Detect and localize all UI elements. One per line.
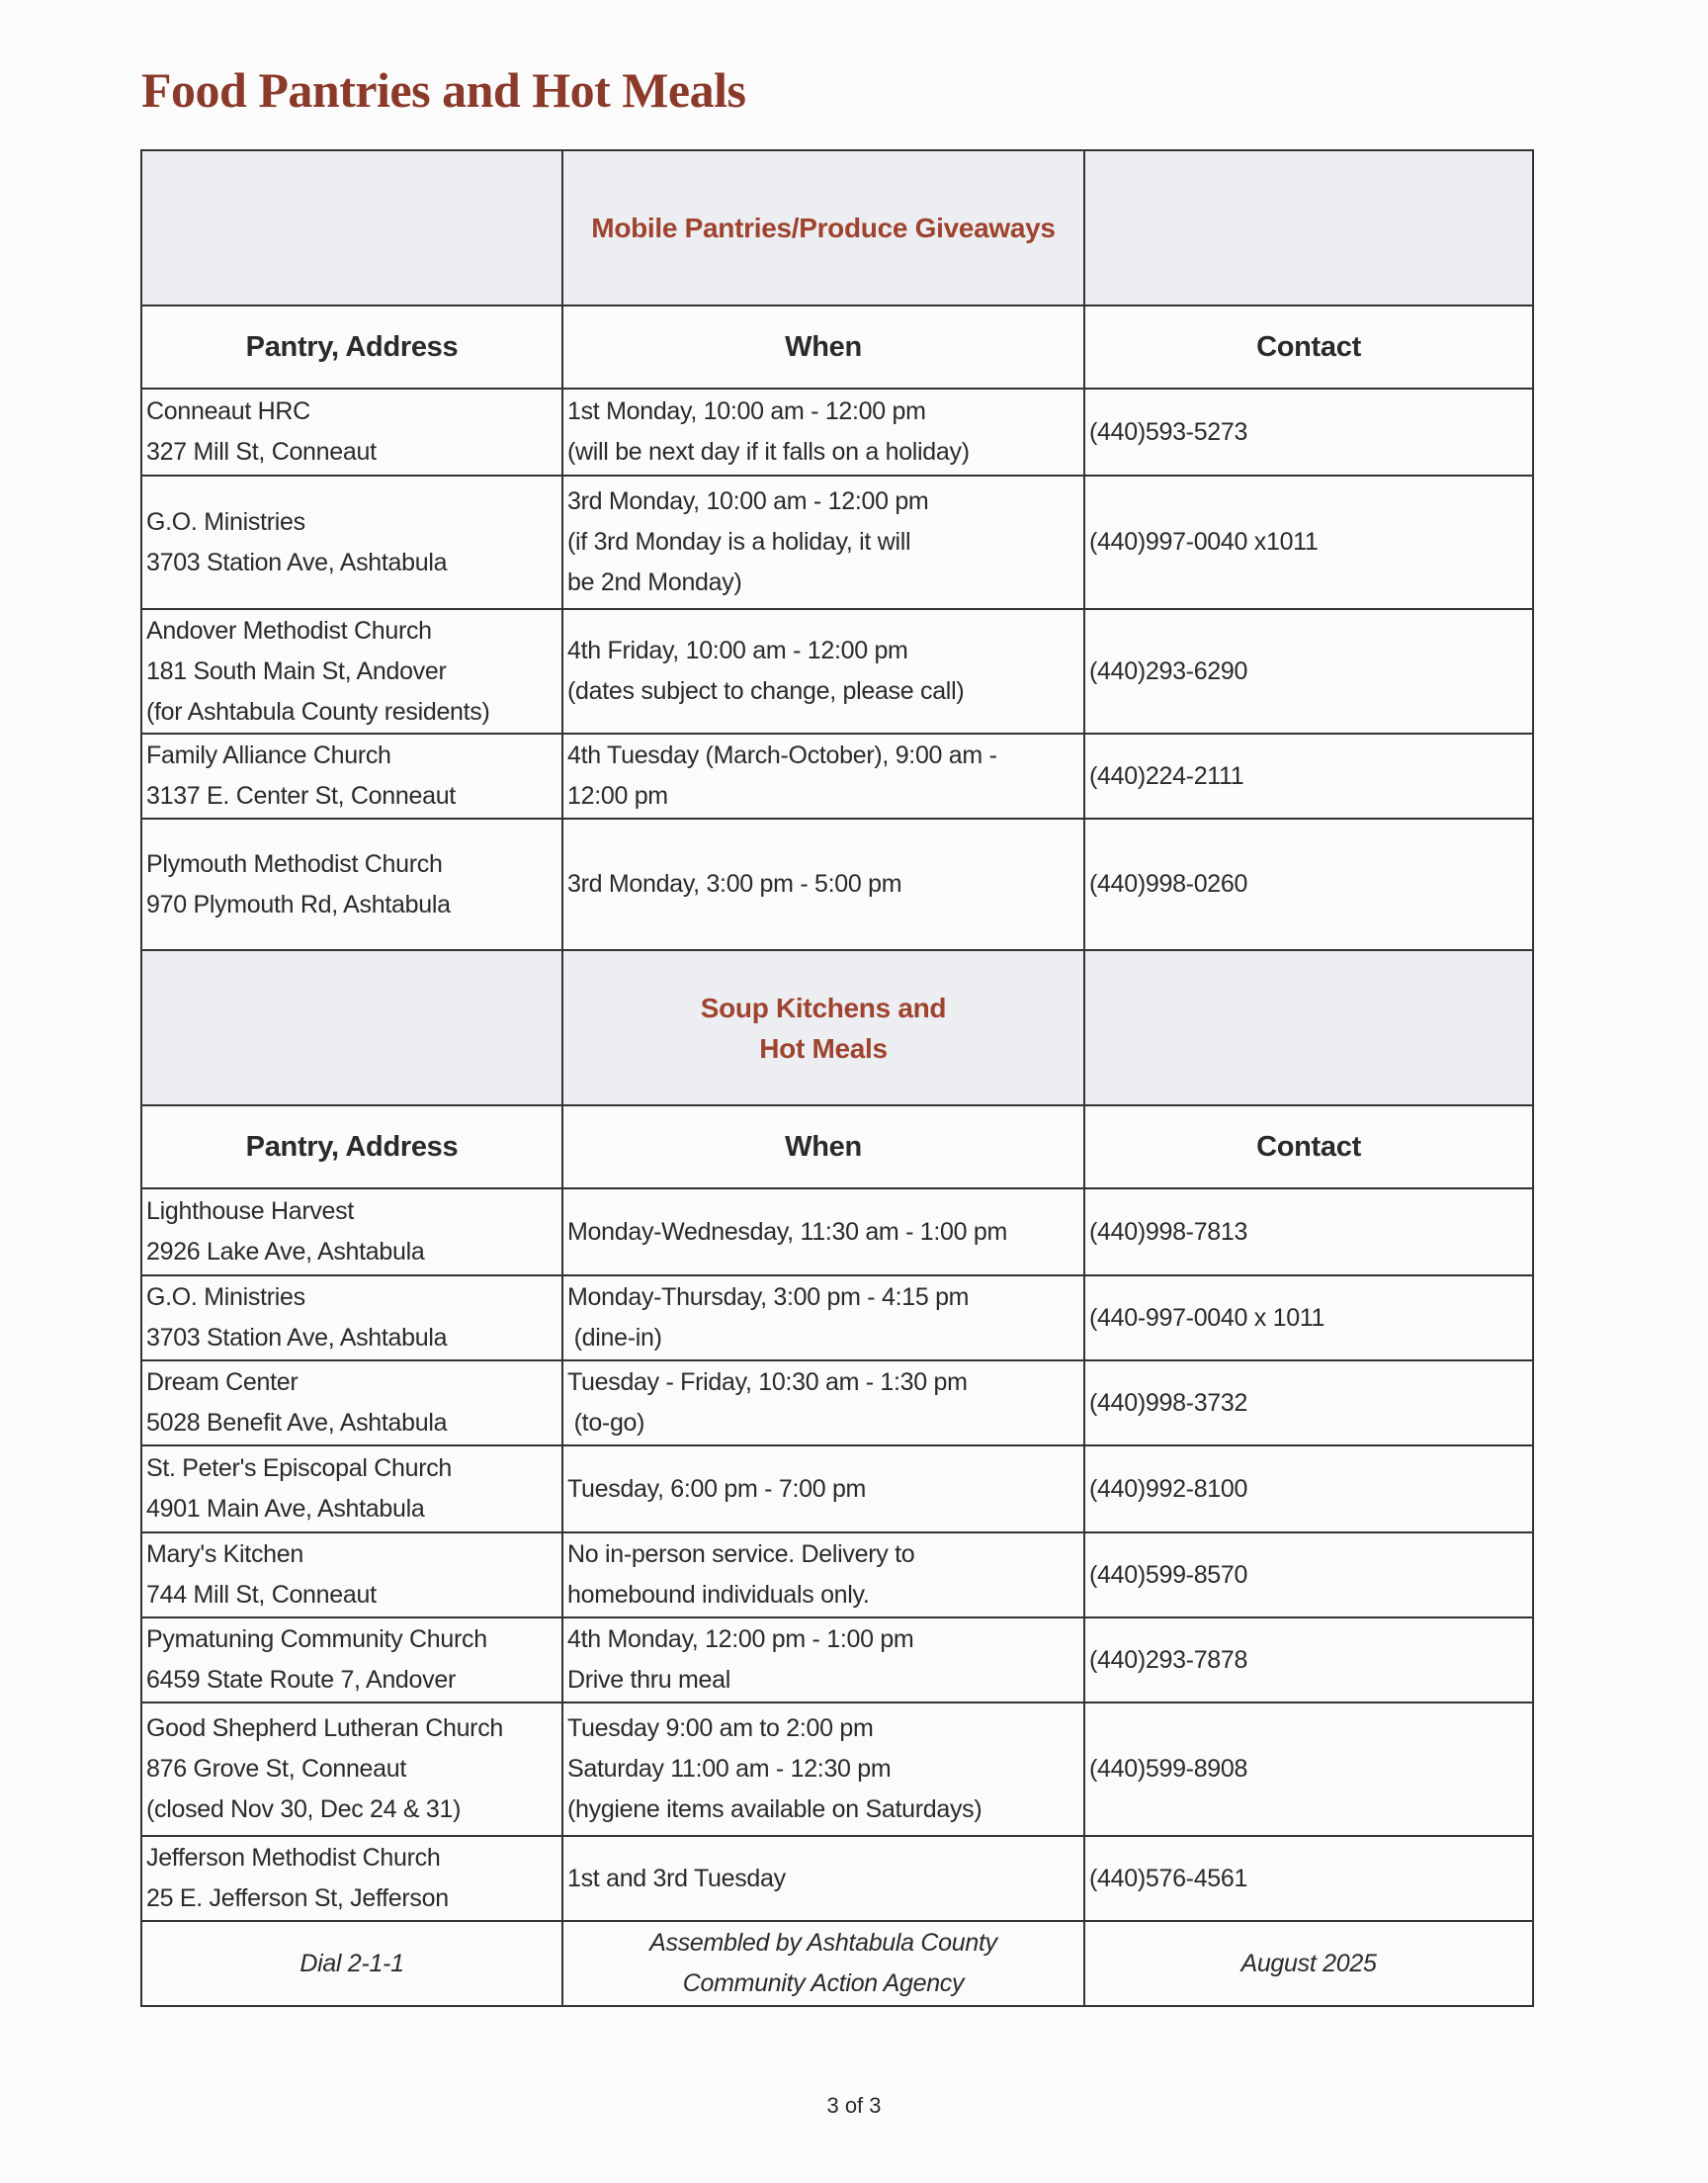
footer-date: August 2025 [1084,1921,1533,2006]
table-row [141,476,1533,609]
table-row [141,1836,1533,1921]
contact-cell: (440)576-4561 [1084,1836,1533,1921]
empty-cell [141,150,562,306]
cell-line: Pymatuning Community Church [146,1625,487,1653]
pantry-cell [141,389,562,476]
when-cell [562,1836,1084,1921]
when-cell [562,1703,1084,1836]
table-row [141,1188,1533,1275]
table-row [141,1360,1533,1445]
cell-line: Dream Center [146,1368,299,1396]
cell-line: 12:00 pm [567,782,668,810]
contact-cell: (440)599-8908 [1084,1703,1533,1836]
cell-line: 3rd Monday, 3:00 pm - 5:00 pm [567,870,902,898]
table-row [141,819,1533,950]
when-cell [562,819,1084,950]
table-row [141,1617,1533,1703]
when-cell [562,1617,1084,1703]
cell-line: Tuesday 9:00 am to 2:00 pm [567,1714,874,1742]
cell-line: Monday-Thursday, 3:00 pm - 4:15 pm [567,1283,970,1311]
when-cell [562,734,1084,819]
cell-line: 1st Monday, 10:00 am - 12:00 pm [567,397,926,425]
cell-line: 6459 State Route 7, Andover [146,1666,456,1694]
food-pantries-table [140,149,1534,2007]
cell-line: Hot Meals [759,1032,888,1064]
column-header: Contact [1084,1105,1533,1188]
table-row [141,1445,1533,1532]
cell-line: Good Shepherd Lutheran Church [146,1714,504,1742]
contact-cell: (440)293-6290 [1084,609,1533,734]
cell-line: 4th Tuesday (March-October), 9:00 am - [567,742,997,769]
empty-cell [1084,950,1533,1105]
contact-cell: (440)599-8570 [1084,1532,1533,1617]
contact-cell: (440)998-3732 [1084,1360,1533,1445]
cell-line: 4901 Main Ave, Ashtabula [146,1495,425,1523]
table-row [141,734,1533,819]
empty-cell [1084,150,1533,306]
column-header-row [141,1105,1533,1188]
column-header: When [562,306,1084,389]
pantry-cell [141,1275,562,1360]
cell-line: Monday-Wednesday, 11:30 am - 1:00 pm [567,1217,1007,1246]
cell-line: (if 3rd Monday is a holiday, it will [567,528,911,556]
table-row [141,609,1533,734]
footer-assembled-by [562,1921,1084,2006]
cell-line: (closed Nov 30, Dec 24 & 31) [146,1795,462,1823]
table-row [141,1703,1533,1836]
cell-line: Tuesday, 6:00 pm - 7:00 pm [567,1474,867,1503]
pantry-cell [141,734,562,819]
cell-line: Saturday 11:00 am - 12:30 pm [567,1755,892,1783]
pantry-cell [141,476,562,609]
cell-line: 25 E. Jefferson St, Jefferson [146,1884,449,1912]
contact-cell: (440)998-0260 [1084,819,1533,950]
section-title: Mobile Pantries/Produce Giveaways [562,150,1084,306]
cell-line: G.O. Ministries [146,1283,305,1311]
cell-line: Conneaut HRC [146,397,310,425]
pantry-cell [141,609,562,734]
when-cell [562,1360,1084,1445]
cell-line: Family Alliance Church [146,742,391,769]
cell-line: Lighthouse Harvest [146,1197,355,1225]
cell-line: (hygiene items available on Saturdays) [567,1795,982,1823]
cell-line: 876 Grove St, Conneaut [146,1755,407,1783]
footer-dial: Dial 2-1-1 [141,1921,562,2006]
when-cell [562,1445,1084,1532]
page-number: 3 of 3 [826,2093,882,2118]
contact-cell: (440)998-7813 [1084,1188,1533,1275]
section-title [562,950,1084,1105]
pantry-cell [141,1360,562,1445]
cell-line: 3137 E. Center St, Conneaut [146,782,456,810]
when-cell [562,389,1084,476]
column-header: When [562,1105,1084,1188]
column-header-row [141,306,1533,389]
cell-line: Andover Methodist Church [146,616,432,645]
cell-line: Mary's Kitchen [146,1540,303,1568]
cell-line: Drive thru meal [567,1666,730,1694]
cell-line: (for Ashtabula County residents) [146,697,490,726]
cell-line: Jefferson Methodist Church [146,1844,441,1872]
when-cell [562,1275,1084,1360]
cell-line: 3rd Monday, 10:00 am - 12:00 pm [567,487,929,515]
cell-line: (dates subject to change, please call) [567,677,965,705]
column-header: Pantry, Address [141,1105,562,1188]
cell-line: Tuesday - Friday, 10:30 am - 1:30 pm [567,1368,968,1396]
contact-cell: (440)224-2111 [1084,734,1533,819]
section-header-row [141,150,1533,306]
cell-line: No in-person service. Delivery to [567,1540,915,1568]
cell-line: Soup Kitchens and [700,992,947,1023]
pantry-cell [141,819,562,950]
cell-line: 4th Friday, 10:00 am - 12:00 pm [567,637,908,664]
cell-line: 970 Plymouth Rd, Ashtabula [146,890,451,918]
cell-line: Plymouth Methodist Church [146,849,443,878]
pantry-cell [141,1836,562,1921]
section-header-row [141,950,1533,1105]
cell-line: 327 Mill St, Conneaut [146,438,377,466]
pantry-cell [141,1703,562,1836]
column-header: Contact [1084,306,1533,389]
cell-line: (to-go) [567,1409,645,1437]
cell-line: 1st and 3rd Tuesday [567,1864,786,1892]
when-cell [562,609,1084,734]
contact-cell: (440)293-7878 [1084,1617,1533,1703]
table-row [141,1275,1533,1360]
contact-cell: (440)992-8100 [1084,1445,1533,1532]
when-cell [562,1532,1084,1617]
cell-line: (will be next day if it falls on a holiday) [567,438,970,466]
cell-line: 3703 Station Ave, Ashtabula [146,548,448,576]
contact-cell: (440)997-0040 x1011 [1084,476,1533,609]
cell-line: homebound individuals only. [567,1581,870,1609]
cell-line: Community Action Agency [682,1969,965,1997]
cell-line: 181 South Main St, Andover [146,656,447,685]
table-row [141,1532,1533,1617]
cell-line: be 2nd Monday) [567,568,742,596]
cell-line: 5028 Benefit Ave, Ashtabula [146,1409,448,1437]
cell-line: Assembled by Ashtabula County [649,1929,997,1957]
contact-cell: (440-997-0040 x 1011 [1084,1275,1533,1360]
cell-line: (dine-in) [567,1324,662,1352]
cell-line: 4th Monday, 12:00 pm - 1:00 pm [567,1625,914,1653]
empty-cell [141,950,562,1105]
page-title: Food Pantries and Hot Meals [141,62,746,118]
pantry-cell [141,1617,562,1703]
table-row [141,389,1533,476]
cell-line: St. Peter's Episcopal Church [146,1454,453,1482]
column-header: Pantry, Address [141,306,562,389]
cell-line: 2926 Lake Ave, Ashtabula [146,1238,425,1266]
pantry-cell [141,1188,562,1275]
when-cell [562,1188,1084,1275]
cell-line: G.O. Ministries [146,507,305,536]
when-cell [562,476,1084,609]
pantry-cell [141,1532,562,1617]
footer-row [141,1921,1533,2006]
pantry-cell [141,1445,562,1532]
cell-line: 744 Mill St, Conneaut [146,1581,377,1609]
cell-line: 3703 Station Ave, Ashtabula [146,1324,448,1352]
contact-cell: (440)593-5273 [1084,389,1533,476]
